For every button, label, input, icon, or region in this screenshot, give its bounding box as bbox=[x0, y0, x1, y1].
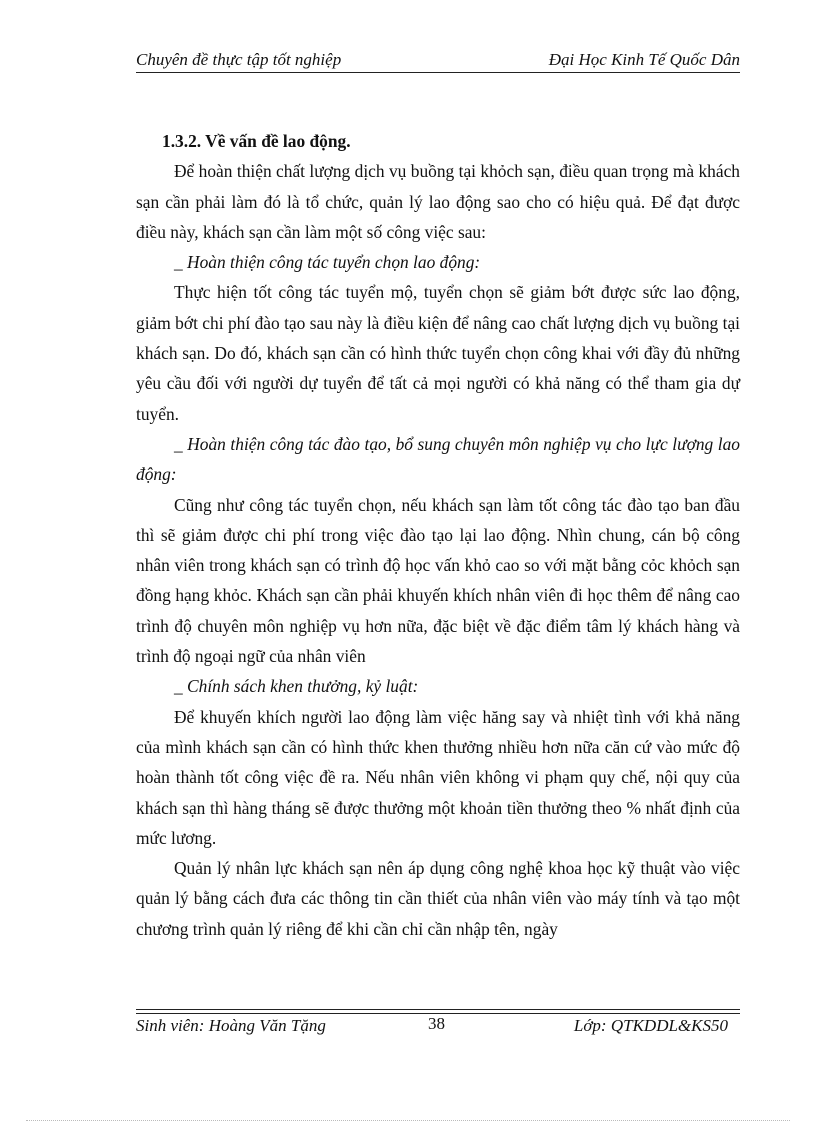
page-footer bbox=[136, 1014, 740, 1042]
paragraph-recruitment: Thực hiện tốt công tác tuyển mộ, tuyển chọn sẽ giảm bớt được sức lao động, giảm bớt chi phí đào tạo sau này là điều kiện để nâng cao chất lượng dịch vụ buồng tại khách sạn. Do đó, khách sạn cần có hình thức tuyển chọn công khai với đầy đủ những yêu cầu đối với người dự tuyển để tất cả mọi người có khả năng có thể tham gia dự tuyển. bbox=[136, 282, 740, 424]
page-header bbox=[136, 48, 740, 72]
page-bottom-edge bbox=[26, 1120, 790, 1121]
footer-class: Lớp: QTKDDL&KS50 bbox=[573, 1016, 728, 1035]
paragraph-hr-management: Quản lý nhân lực khách sạn nên áp dụng công nghệ khoa học kỹ thuật vào việc quản lý bằng cách đưa các thông tin cần thiết của nhân viên vào máy tính và tạo một chương trình quản lý riêng để khi cần chỉ cần nhập tên, ngày bbox=[136, 858, 740, 939]
section-heading: 1.3.2. Về vấn đề lao động. bbox=[162, 131, 351, 151]
footer-student-name: Sinh viên: Hoàng Văn Tặng bbox=[136, 1016, 326, 1035]
header-university: Đại Học Kinh Tế Quốc Dân bbox=[548, 50, 740, 69]
document-body bbox=[136, 126, 740, 944]
subheading-rewards: _ Chính sách khen thưởng, kỷ luật: bbox=[174, 676, 419, 697]
paragraph-training: Cũng như công tác tuyển chọn, nếu khách sạn làm tốt công tác đào tạo ban đầu thì sẽ giảm được chi phí trong việc đào tạo lại lao động. Nhìn chung, cán bộ công nhân viên trong khách sạn có trình độ học vấn khỏ cao so với mặt bằng cỏc khỏch sạn đồng hạng khỏc. Khách sạn cần phải khuyến khích nhân viên đi học thêm để nâng cao trình độ chuyên môn nghiệp vụ hơn nữa, đặc biệt về đặc điểm tâm lý khách hàng và trình độ ngoại ngữ của nhân viên bbox=[136, 494, 740, 667]
subheading-training: _ Hoàn thiện công tác đào tạo, bổ sung chuyên môn nghiệp vụ cho lực lượng lao động: bbox=[136, 433, 740, 485]
footer-divider-top bbox=[136, 1009, 740, 1010]
paragraph-rewards: Để khuyến khích người lao động làm việc hăng say và nhiệt tình với khả năng của mình khách sạn cần có hình thức khen thưởng nhiều hơn nữa căn cứ vào mức độ hoàn thành tốt công việc đề ra. Nếu nhân viên không vi phạm quy chế, nội quy của khách sạn thì hàng tháng sẽ được thưởng một khoản tiền thưởng theo % nhất định của mức lương. bbox=[136, 706, 740, 848]
header-report-title: Chuyên đề thực tập tốt nghiệp bbox=[136, 50, 342, 69]
subheading-recruitment: _ Hoàn thiện công tác tuyển chọn lao động: bbox=[174, 252, 481, 273]
header-divider bbox=[136, 72, 740, 73]
paragraph-intro: Để hoàn thiện chất lượng dịch vụ buồng tại khỏch sạn, điều quan trọng mà khách sạn cần phải làm đó là tổ chức, quản lý lao động sao cho có hiệu quả. Để đạt được điều này, khách sạn cần làm một số công việc sau: bbox=[136, 161, 740, 242]
page-number: 38 bbox=[428, 1014, 445, 1033]
